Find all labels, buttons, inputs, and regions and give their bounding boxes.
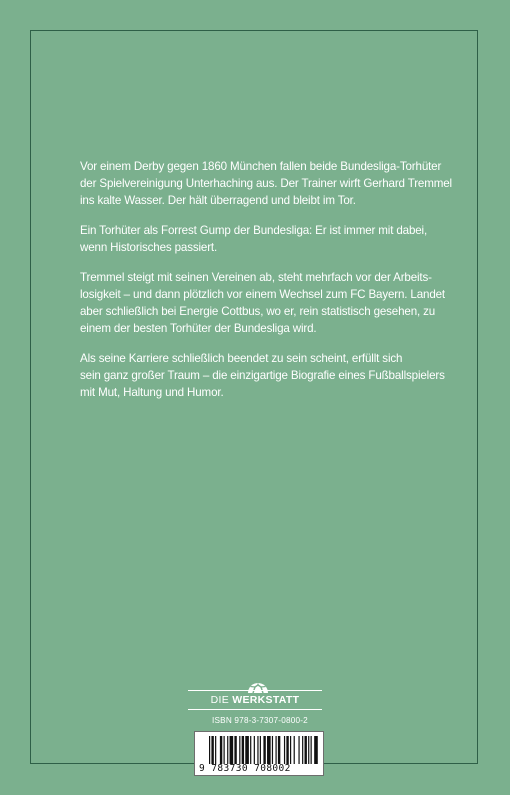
blurb-line: aber schließlich bei Energie Cottbus, wo er, rein statistisch gesehen, zu: [80, 305, 436, 318]
barcode-bar: [245, 736, 249, 764]
barcode-bar: [314, 736, 318, 764]
barcode-bar: [267, 736, 271, 764]
blurb-line: Vor einem Derby gegen 1860 München fallen beide Bundesliga-Torhüter: [80, 160, 442, 173]
blurb-paragraph-4: [80, 350, 445, 401]
barcode-bar: [215, 736, 216, 764]
blurb-line: Ein Torhüter als Forrest Gump der Bundesliga: Er ist immer mit dabei,: [80, 224, 428, 237]
blurb-line: einem der besten Torhüter der Bundesliga wird.: [80, 322, 317, 335]
publisher-logo: [188, 690, 322, 710]
publisher-rule-bottom: [188, 709, 322, 710]
barcode-bar: [227, 736, 228, 764]
barcode-bar: [224, 736, 225, 764]
barcode-bar: [209, 736, 210, 764]
barcode-bar: [286, 736, 288, 764]
blurb-paragraph-2: [80, 222, 434, 256]
barcode-bar: [275, 736, 276, 764]
barcode-bar: [260, 736, 261, 764]
barcode-bar: [311, 736, 312, 764]
barcode-bar: [284, 736, 285, 764]
barcode-bar: [304, 736, 306, 764]
barcode-bar: [242, 736, 244, 764]
blurb-text: [80, 158, 452, 414]
barcode-bar: [263, 736, 265, 764]
blurb-paragraph-3: [80, 269, 445, 337]
barcode-bar: [257, 736, 258, 764]
barcode-bar: [290, 736, 291, 764]
blurb-paragraph-1: [80, 158, 452, 209]
barcode-bar: [230, 736, 234, 764]
barcode-bar: [254, 736, 255, 764]
publisher-rule-top: [188, 690, 322, 691]
barcode: [194, 731, 324, 776]
blurb-line: ins kalte Wasser. Der hält überragend und bleibt im Tor.: [80, 194, 356, 207]
barcode-digits: 9 783730 708002: [199, 763, 291, 774]
barcode-bar: [298, 736, 299, 764]
barcode-bar: [211, 736, 213, 764]
publisher-name-prefix: DIE: [210, 694, 233, 706]
barcode-bar: [302, 736, 303, 764]
publisher-name-main: WERKSTATT: [232, 694, 300, 706]
blurb-line: der Spielvereinigung Unterhaching aus. Der Trainer wirft Gerhard Tremmel: [80, 177, 452, 190]
barcode-bar: [220, 736, 222, 764]
blurb-line: Als seine Karriere schließlich beendet zu sein scheint, erfüllt sich: [80, 352, 403, 365]
isbn-text: ISBN 978-3-7307-0800-2: [212, 716, 308, 725]
barcode-bar: [308, 736, 309, 764]
blurb-line: mit Mut, Haltung und Humor.: [80, 386, 224, 399]
blurb-line: Tremmel steigt mit seinen Vereinen ab, steht mehrfach vor der Arbeits-: [80, 271, 432, 284]
publisher-name: [188, 694, 322, 706]
barcode-bar: [278, 736, 280, 764]
barcode-bar: [294, 736, 295, 764]
barcode-bar: [250, 736, 251, 764]
blurb-line: losigkeit – und dann plötzlich vor einem Wechsel zum FC Bayern. Landet: [80, 288, 445, 301]
barcode-bars: [209, 736, 319, 764]
barcode-bar: [234, 736, 236, 764]
blurb-line: wenn Historisches passiert.: [80, 241, 218, 254]
barcode-bar: [239, 736, 240, 764]
barcode-bar: [272, 736, 273, 764]
blurb-line: sein ganz großer Traum – die einzigartige Biografie eines Fußballspielers: [80, 369, 445, 382]
